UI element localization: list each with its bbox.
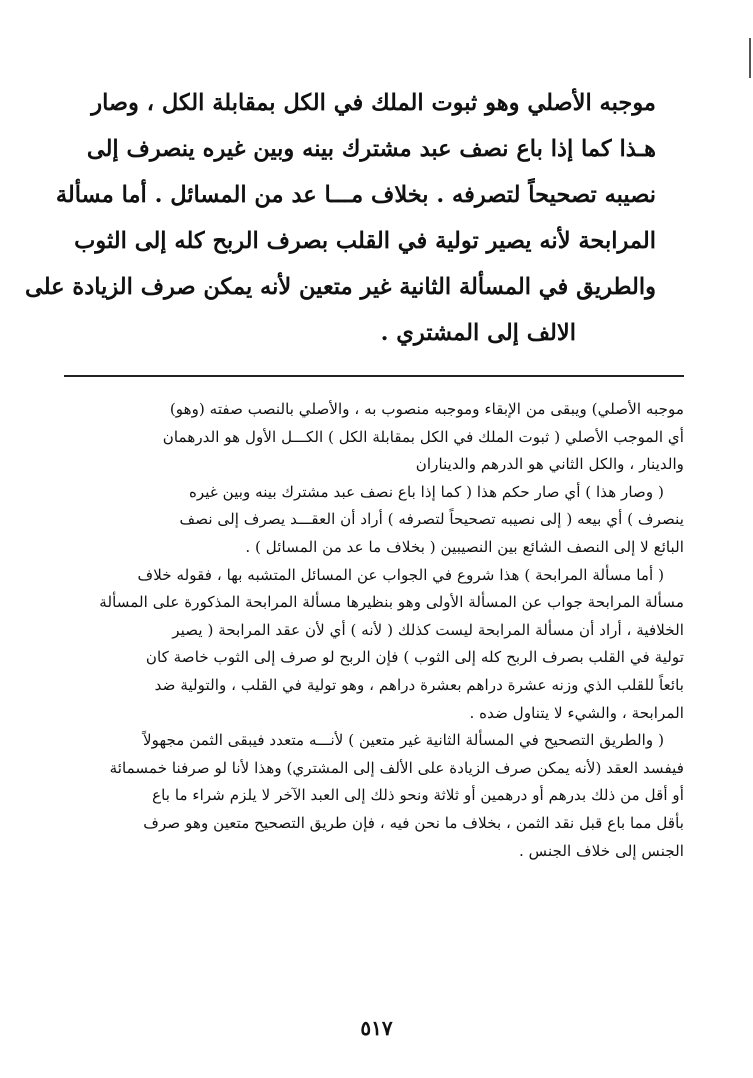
main-text-line: والطريق في المسألة الثانية غير متعين لأنه يمكن صرف الزيادة على <box>24 274 656 300</box>
commentary-line: موجبه الأصلي) ويبقى من الإبقاء وموجبه منصوب به ، والأصلي بالنصب صفته (وهو) <box>169 400 684 418</box>
page-edge-mark <box>749 38 751 78</box>
commentary-line: ( والطريق التصحيح في المسألة الثانية غير متعين ) لأنـــه متعدد فيبقى الثمن مجهولاً <box>142 731 664 750</box>
main-text-line: الالف إلى المشتري . <box>380 320 576 346</box>
commentary-block <box>64 396 684 865</box>
commentary-line: المرابحة ، والشيء لا يتناول ضده . <box>469 703 684 722</box>
commentary-paragraph <box>64 562 684 728</box>
commentary-paragraph <box>64 479 684 562</box>
page-number: ٥١٧ <box>360 1016 393 1040</box>
commentary-line: بائعاً للقلب الذي وزنه عشرة دراهم بعشرة دراهم ، وهو تولية في القلب ، والتولية ضد <box>154 675 684 694</box>
main-text-block <box>24 80 656 356</box>
commentary-line: الجنس إلى خلاف الجنس . <box>518 841 684 860</box>
main-text-line: نصيبه تصحيحاً لتصرفه . بخلاف مـــا عد من المسائل . أما مسألة <box>55 182 656 208</box>
commentary-paragraph <box>64 396 684 479</box>
separator-rule <box>64 375 684 377</box>
commentary-line: تولية في القلب بصرف الربح كله إلى الثوب ) فإن الربح لو صرف إلى الثوب خاصة كان <box>145 648 684 667</box>
main-text-line: هـذا كما إذا باع نصف عبد مشترك بينه وبين غيره ينصرف إلى <box>86 136 656 162</box>
commentary-line: فيفسد العقد (لأنه يمكن صرف الزيادة على الألف إلى المشتري) وهذا لأنا لو صرفنا خمسمائة <box>109 758 684 777</box>
commentary-paragraph <box>64 727 684 865</box>
commentary-line: والدينار ، والكل الثاني هو الدرهم والديناران <box>415 455 684 474</box>
commentary-line: ( أما مسألة المرابحة ) هذا شروع في الجواب عن المسائل المتشبه بها ، فقوله خلاف <box>137 565 664 584</box>
commentary-line: ينصرف ) أي بيعه ( إلى نصيبه تصحيحاً لتصرفه ) أراد أن العقـــد يصرف إلى نصف <box>179 510 684 529</box>
commentary-line: الخلافية ، أراد أن مسألة المرابحة ليست كذلك ( لأنه ) أي لأن عقد المرابحة ( يصير <box>172 620 684 639</box>
commentary-line: أي الموجب الأصلي ( ثبوت الملك في الكل بمقابلة الكل ) الكـــل الأول هو الدرهمان <box>162 427 684 446</box>
commentary-line: أو أقل من ذلك بدرهم أو درهمين أو ثلاثة ونحو ذلك إلى العبد الآخر لا يلزم شراء ما باع <box>152 786 684 805</box>
commentary-line: ( وصار هذا ) أي صار حكم هذا ( كما إذا باع نصف عبد مشترك بينه وبين غيره <box>188 482 664 501</box>
commentary-line: البائع لا إلى النصف الشائع بين النصيبين ( بخلاف ما عد من المسائل ) . <box>245 537 684 556</box>
main-text-line: المرابحة لأنه يصير تولية في القلب بصرف الربح كله إلى الثوب <box>74 228 656 254</box>
commentary-line: بأقل مما باع قبل نقد الثمن ، بخلاف ما نحن فيه ، فإن طريق التصحيح متعين وهو صرف <box>143 813 684 832</box>
commentary-line: مسألة المرابحة جواب عن المسألة الأولى وهو بنظيرها مسألة المرابحة المذكورة على المسألة <box>99 593 684 612</box>
main-text-line: موجبه الأصلي وهو ثبوت الملك في الكل بمقابلة الكل ، وصار <box>91 90 656 116</box>
